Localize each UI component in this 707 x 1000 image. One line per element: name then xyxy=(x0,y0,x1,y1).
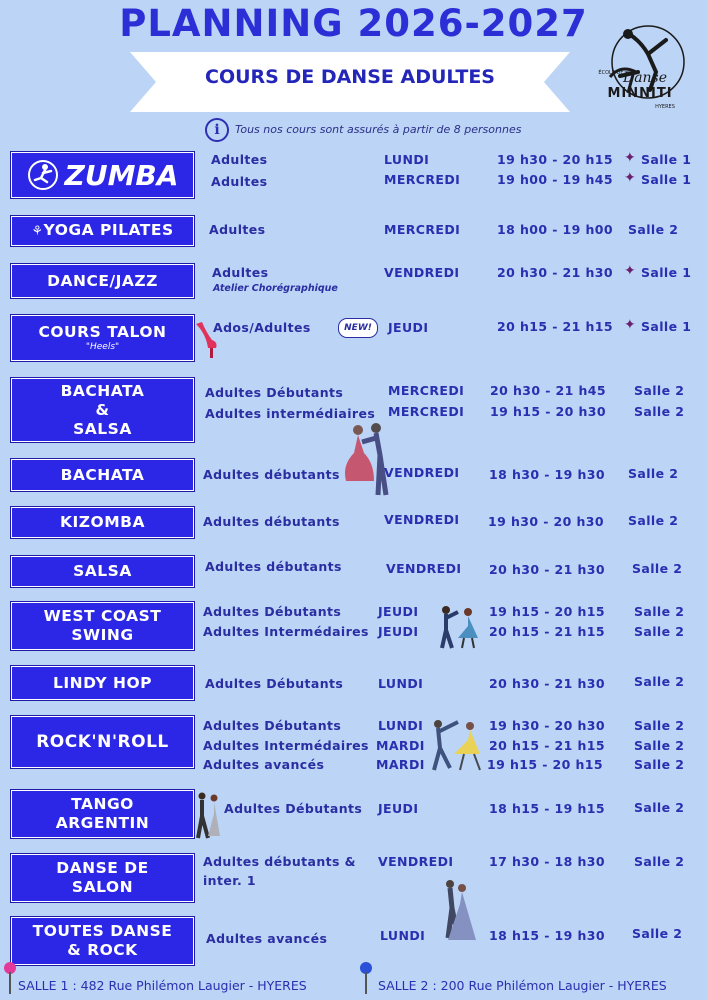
info-text: Tous nos cours sont assurés à partir de 8 personnes xyxy=(235,123,522,136)
course-name: SWING xyxy=(71,626,134,644)
course-box-kizomba xyxy=(11,507,194,538)
course-name: TANGO xyxy=(71,795,134,813)
course-audience: Adultes xyxy=(211,174,268,189)
course-audience: Ados/Adultes xyxy=(213,320,311,335)
ballroom-couple-illustration xyxy=(436,878,476,944)
course-room: Salle 2 xyxy=(634,800,685,815)
yoga-pose-icon: ⚘ xyxy=(31,224,44,239)
course-day: VENDREDI xyxy=(384,265,460,280)
course-box-tango xyxy=(11,790,194,838)
logo-text-hyeres: HYERES xyxy=(655,104,675,110)
course-day: VENDREDI xyxy=(384,512,460,527)
room-sparkle-icon: ✦ xyxy=(624,170,637,186)
pin-stem xyxy=(9,972,11,994)
course-audience: Adultes xyxy=(209,222,266,237)
course-day: MARDI xyxy=(376,757,425,772)
course-time: 19 h30 - 20 h30 xyxy=(488,514,604,529)
course-audience: Adultes Intermédaires xyxy=(203,738,369,753)
course-name: ROCK'N'ROLL xyxy=(36,731,169,752)
course-audience: Adultes Débutants xyxy=(224,801,363,816)
room-sparkle-icon: ✦ xyxy=(624,263,637,279)
course-room: Salle 2 xyxy=(634,674,685,689)
course-time: 20 h30 - 21 h30 xyxy=(497,265,613,280)
course-audience: Adultes Intermédaires xyxy=(203,624,369,639)
course-day: MERCREDI xyxy=(388,404,465,419)
course-time: 19 h30 - 20 h30 xyxy=(489,718,605,733)
course-time: 20 h30 - 21 h45 xyxy=(490,383,606,398)
course-day: MERCREDI xyxy=(384,222,461,237)
logo-text-danse: Danse xyxy=(622,70,668,86)
course-day: MARDI xyxy=(376,738,425,753)
course-room: Salle 1 xyxy=(641,152,692,167)
course-day: JEUDI xyxy=(378,801,419,816)
tango-couple-illustration xyxy=(192,790,224,840)
course-name: COURS TALON xyxy=(38,323,167,341)
course-audience: Adultes débutants & xyxy=(203,854,356,869)
course-audience: Adultes xyxy=(211,152,268,167)
course-room: Salle 2 xyxy=(634,604,685,619)
course-box-salsa xyxy=(11,556,194,587)
course-box-west-coast-swing xyxy=(11,602,194,650)
course-box-yoga xyxy=(11,216,194,246)
course-audience: Adultes débutants xyxy=(205,559,342,574)
course-day: MERCREDI xyxy=(384,172,461,187)
course-name: BACHATA xyxy=(60,465,145,484)
course-room: Salle 2 xyxy=(634,718,685,733)
course-name: YOGA PILATES xyxy=(43,221,174,239)
course-audience: Adultes avancés xyxy=(206,931,328,946)
course-time: 20 h15 - 21 h15 xyxy=(489,624,605,639)
course-time: 18 h15 - 19 h15 xyxy=(489,801,605,816)
course-day: LUNDI xyxy=(384,152,430,167)
course-name: SALON xyxy=(71,878,134,896)
address-salle-1: SALLE 1 : 482 Rue Philémon Laugier - HYERES xyxy=(18,978,307,993)
course-name: LINDY HOP xyxy=(53,673,152,692)
course-name: KIZOMBA xyxy=(60,513,145,531)
info-icon: i xyxy=(205,118,229,142)
course-room: Salle 2 xyxy=(628,222,679,237)
course-name: SALSA xyxy=(73,419,132,438)
course-room: Salle 2 xyxy=(632,926,683,941)
course-day: LUNDI xyxy=(378,676,424,691)
course-room: Salle 2 xyxy=(634,383,685,398)
pin-stem xyxy=(365,972,367,994)
course-day: VENDREDI xyxy=(386,561,462,576)
course-audience: Adultes avancés xyxy=(203,757,325,772)
course-room: Salle 1 xyxy=(641,319,692,334)
course-day: JEUDI xyxy=(388,320,429,335)
course-time: 19 h15 - 20 h15 xyxy=(487,757,603,772)
course-name: BACHATA xyxy=(60,381,145,400)
course-day: LUNDI xyxy=(378,718,424,733)
course-room: Salle 2 xyxy=(628,513,679,528)
course-room: Salle 2 xyxy=(634,757,685,772)
course-time: 19 h15 - 20 h30 xyxy=(490,404,606,419)
course-audience: inter. 1 xyxy=(203,873,257,888)
logo-text-ecole: ÉCOLE DE xyxy=(598,70,624,76)
salsa-couple-illustration xyxy=(336,420,400,500)
course-day: JEUDI xyxy=(378,624,419,639)
course-room: Salle 2 xyxy=(634,404,685,419)
new-badge: NEW! xyxy=(338,318,378,338)
course-name: ARGENTIN xyxy=(55,814,150,832)
course-room: Salle 2 xyxy=(634,738,685,753)
course-room: Salle 1 xyxy=(641,172,692,187)
course-time: 19 h30 - 20 h15 xyxy=(497,152,613,167)
course-day: MERCREDI xyxy=(388,383,465,398)
course-box-toutes-danse-rock xyxy=(11,917,194,965)
course-audience: Adultes Débutants xyxy=(205,676,344,691)
course-note: Atelier Chorégraphique xyxy=(213,283,338,294)
course-time: 18 h30 - 19 h30 xyxy=(489,467,605,482)
course-audience: Adultes xyxy=(212,265,269,280)
page-subtitle: COURS DE DANSE ADULTES xyxy=(205,66,495,88)
logo-text-minniti: MINNITI xyxy=(607,86,673,101)
course-name: WEST COAST xyxy=(43,607,162,625)
course-subname: "Heels" xyxy=(85,342,120,352)
course-name: TOUTES DANSE xyxy=(32,922,173,940)
info-notice xyxy=(205,118,545,142)
course-room: Salle 2 xyxy=(634,624,685,639)
address-salle-2: SALLE 2 : 200 Rue Philémon Laugier - HYERES xyxy=(378,978,667,993)
course-box-talon xyxy=(11,315,194,361)
course-day: LUNDI xyxy=(380,928,426,943)
course-audience: Adultes Débutants xyxy=(205,385,344,400)
course-name: SALSA xyxy=(73,562,132,580)
course-time: 19 h15 - 20 h15 xyxy=(489,604,605,619)
course-room: Salle 2 xyxy=(634,854,685,869)
course-time: 20 h30 - 21 h30 xyxy=(489,562,605,577)
course-time: 18 h15 - 19 h30 xyxy=(489,928,605,943)
course-box-bachata xyxy=(11,459,194,491)
course-time: 20 h15 - 21 h15 xyxy=(489,738,605,753)
zumba-logo-icon xyxy=(27,159,59,191)
course-box-jazz xyxy=(11,264,194,298)
page-title: PLANNING 2026-2027 xyxy=(119,2,588,45)
room-sparkle-icon: ✦ xyxy=(624,317,637,333)
course-audience: Adultes débutants xyxy=(203,467,340,482)
course-time: 19 h00 - 19 h45 xyxy=(497,172,613,187)
course-day: VENDREDI xyxy=(384,465,460,480)
course-time: 17 h30 - 18 h30 xyxy=(489,854,605,869)
course-box-lindy-hop xyxy=(11,666,194,700)
course-day: VENDREDI xyxy=(378,854,454,869)
course-name: & xyxy=(95,400,110,419)
course-time: 20 h15 - 21 h15 xyxy=(497,319,613,334)
course-time: 18 h00 - 19 h00 xyxy=(497,222,613,237)
swing-couple-illustration xyxy=(432,602,482,652)
course-audience: Adultes intermédiaires xyxy=(205,406,376,421)
course-name: DANSE DE xyxy=(56,859,149,877)
course-room: Salle 2 xyxy=(632,561,683,576)
course-room: Salle 1 xyxy=(641,265,692,280)
course-box-rock-n-roll xyxy=(11,716,194,768)
course-audience: Adultes débutants xyxy=(203,514,340,529)
room-sparkle-icon: ✦ xyxy=(624,150,637,166)
course-box-bachata-salsa xyxy=(11,378,194,442)
course-box-zumba xyxy=(11,152,194,198)
course-name: DANCE/JAZZ xyxy=(47,271,158,290)
rock-couple-illustration xyxy=(418,714,492,774)
course-name: ZUMBA xyxy=(64,158,179,192)
course-room: Salle 2 xyxy=(628,466,679,481)
course-audience: Adultes Débutants xyxy=(203,718,342,733)
course-name: & ROCK xyxy=(67,941,138,959)
course-day: JEUDI xyxy=(378,604,419,619)
course-time: 20 h30 - 21 h30 xyxy=(489,676,605,691)
course-audience: Adultes Débutants xyxy=(203,604,342,619)
course-box-danse-de-salon xyxy=(11,854,194,902)
